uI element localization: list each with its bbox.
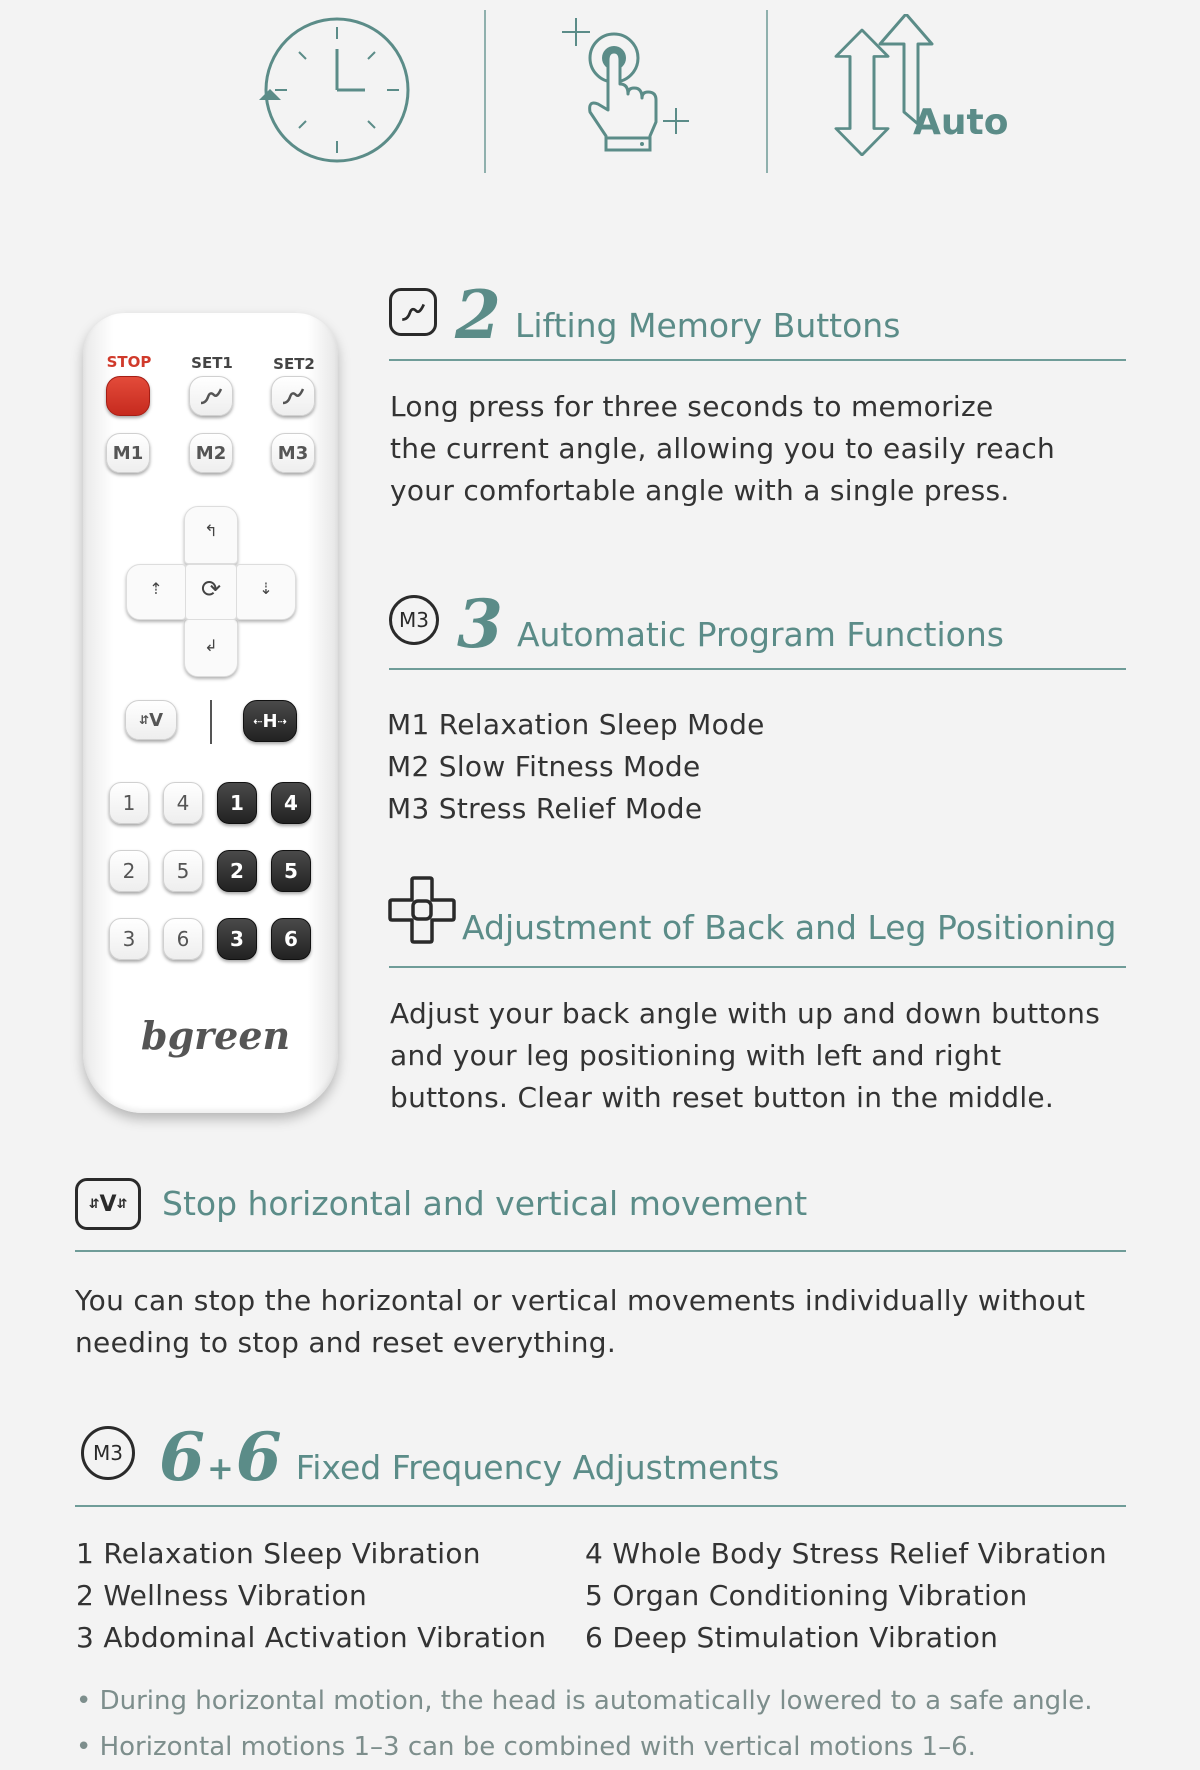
text-line: You can stop the horizontal or vertical movements individually without bbox=[75, 1284, 1086, 1317]
set1-button[interactable] bbox=[189, 376, 233, 416]
m1-button[interactable]: M1 bbox=[106, 433, 150, 473]
text-line: the current angle, allowing you to easily reach bbox=[390, 432, 1056, 465]
auto-section-header bbox=[389, 585, 1004, 663]
footnote: • During horizontal motion, the head is automatically lowered to a safe angle. bbox=[76, 1686, 1093, 1716]
vertical-icon-label: V bbox=[99, 1191, 117, 1217]
text-line: your comfortable angle with a single press. bbox=[390, 474, 1010, 507]
vibration-button-v3[interactable]: 3 bbox=[109, 918, 149, 960]
back-up-button[interactable] bbox=[184, 506, 238, 564]
frequency-count-a: 6 bbox=[159, 1418, 205, 1496]
back-down-icon: ↲ bbox=[204, 636, 218, 655]
text-line: Adjust your back angle with up and down buttons bbox=[390, 997, 1101, 1030]
list-item: 3 Abdominal Activation Vibration bbox=[76, 1621, 547, 1654]
vibration-button-h5[interactable]: 5 bbox=[271, 850, 311, 892]
m3-badge-icon: M3 bbox=[389, 595, 439, 645]
remote-divider bbox=[210, 700, 212, 744]
frequency-count-b: 6 bbox=[235, 1418, 282, 1496]
set1-label: SET1 bbox=[191, 354, 233, 372]
frequency-title: Fixed Frequency Adjustments bbox=[295, 1447, 780, 1487]
list-item: M1 Relaxation Sleep Mode bbox=[387, 708, 765, 741]
vibration-button-h2[interactable]: 2 bbox=[217, 850, 257, 892]
vibration-button-h6[interactable]: 6 bbox=[271, 918, 311, 960]
frequency-list-right bbox=[585, 1533, 1107, 1659]
list-item: M2 Slow Fitness Mode bbox=[387, 750, 701, 783]
vertical-stop-button[interactable] bbox=[125, 700, 177, 740]
auto-label: Auto bbox=[913, 102, 1009, 143]
set2-button[interactable] bbox=[271, 376, 315, 416]
vertical-stop-icon bbox=[75, 1178, 141, 1230]
auto-count: 3 bbox=[457, 585, 503, 663]
vertical-label: V bbox=[149, 709, 163, 731]
section-divider bbox=[389, 668, 1126, 670]
list-item: M3 Stress Relief Mode bbox=[387, 792, 703, 825]
list-item: 1 Relaxation Sleep Vibration bbox=[76, 1537, 481, 1570]
dpad-cross-icon bbox=[388, 876, 458, 946]
m3-badge-icon: M3 bbox=[81, 1426, 135, 1480]
memory-title: Lifting Memory Buttons bbox=[514, 305, 901, 345]
leg-up-button[interactable] bbox=[126, 564, 186, 620]
list-item: 6 Deep Stimulation Vibration bbox=[585, 1621, 999, 1654]
section-divider bbox=[389, 966, 1126, 968]
section-divider bbox=[75, 1250, 1126, 1252]
list-item: 4 Whole Body Stress Relief Vibration bbox=[585, 1537, 1107, 1570]
list-item: 5 Organ Conditioning Vibration bbox=[585, 1579, 1028, 1612]
section-divider bbox=[75, 1505, 1126, 1507]
vibration-button-v6[interactable]: 6 bbox=[163, 918, 203, 960]
memory-curve-icon bbox=[389, 288, 437, 336]
frequency-plus: + bbox=[206, 1449, 234, 1487]
icon-divider bbox=[766, 10, 768, 173]
auto-title: Automatic Program Functions bbox=[516, 614, 1004, 654]
left-right-icon: ⇢ bbox=[277, 714, 287, 728]
text-line: buttons. Clear with reset button in the middle. bbox=[390, 1081, 1055, 1114]
list-item: 2 Wellness Vibration bbox=[76, 1579, 367, 1612]
icon-divider bbox=[484, 10, 486, 173]
reset-icon: ⟳ bbox=[200, 575, 222, 603]
back-down-button[interactable] bbox=[184, 619, 238, 677]
set2-label: SET2 bbox=[273, 355, 315, 373]
adjust-title: Adjustment of Back and Leg Positioning bbox=[462, 908, 1117, 947]
horizontal-stop-button[interactable] bbox=[243, 700, 297, 742]
down-up-icon: ⇵ bbox=[139, 713, 150, 727]
memory-description bbox=[390, 386, 1055, 512]
text-line: Long press for three seconds to memorize bbox=[390, 390, 994, 423]
text-line: and your leg positioning with left and right bbox=[390, 1039, 1002, 1072]
frequency-list-left bbox=[76, 1533, 546, 1659]
brand-logo: bgreen bbox=[141, 1013, 291, 1058]
memory-count: 2 bbox=[455, 276, 501, 354]
down-up-icon: ⇵ bbox=[116, 1196, 128, 1212]
memory-curve-icon bbox=[280, 385, 306, 407]
vibration-button-v2[interactable]: 2 bbox=[109, 850, 149, 892]
leg-down-icon: ⇣ bbox=[259, 579, 273, 598]
section-divider bbox=[389, 359, 1126, 361]
stop-button[interactable] bbox=[106, 376, 150, 416]
m3-button[interactable]: M3 bbox=[271, 433, 315, 473]
remote-control bbox=[83, 313, 338, 1113]
left-right-icon: ⇠ bbox=[253, 714, 263, 728]
clock-icon bbox=[255, 15, 415, 170]
down-up-icon: ⇵ bbox=[88, 1196, 100, 1212]
adjust-description bbox=[390, 993, 1100, 1119]
vibration-button-v1[interactable]: 1 bbox=[109, 782, 149, 824]
vibration-button-v4[interactable]: 4 bbox=[163, 782, 203, 824]
vibration-button-v5[interactable]: 5 bbox=[163, 850, 203, 892]
memory-section-header bbox=[389, 276, 901, 354]
reset-button[interactable] bbox=[185, 564, 237, 620]
vibration-button-h3[interactable]: 3 bbox=[217, 918, 257, 960]
memory-curve-icon bbox=[198, 385, 224, 407]
leg-up-icon: ⇡ bbox=[149, 579, 163, 598]
touch-hand-icon bbox=[558, 18, 698, 158]
vibration-button-h4[interactable]: 4 bbox=[271, 782, 311, 824]
back-up-icon: ↰ bbox=[204, 521, 218, 540]
m2-button[interactable]: M2 bbox=[189, 433, 233, 473]
vibration-button-h1[interactable]: 1 bbox=[217, 782, 257, 824]
frequency-section-header bbox=[81, 1418, 780, 1496]
stop-description bbox=[75, 1280, 1085, 1364]
text-line: needing to stop and reset everything. bbox=[75, 1326, 617, 1359]
auto-mode-list bbox=[387, 704, 765, 830]
footnote: • Horizontal motions 1–3 can be combined with vertical motions 1–6. bbox=[76, 1732, 976, 1762]
stop-label: STOP bbox=[106, 353, 152, 371]
horizontal-label: H bbox=[262, 710, 278, 732]
stop-title: Stop horizontal and vertical movement bbox=[162, 1184, 808, 1223]
leg-down-button[interactable] bbox=[236, 564, 296, 620]
